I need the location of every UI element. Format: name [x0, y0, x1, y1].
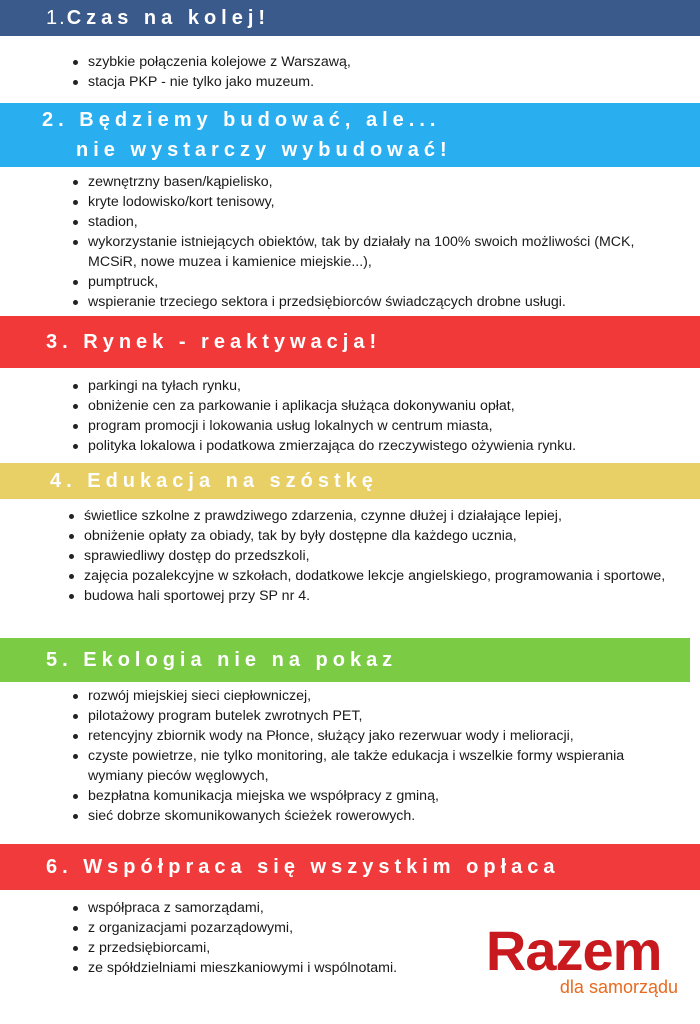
section-6-list: [70, 898, 470, 978]
list-item: z przedsiębiorcami,: [70, 938, 470, 958]
section-3-list: [70, 376, 680, 456]
section-1-header: [0, 0, 700, 36]
list-item: obniżenie cen za parkowanie i aplikacja służąca dokonywaniu opłat,: [70, 396, 680, 416]
section-2-title-line-2: nie wystarczy wybudować!: [76, 139, 452, 161]
list-item: budowa hali sportowej przy SP nr 4.: [66, 586, 666, 606]
list-item: szybkie połączenia kolejowe z Warszawą,: [70, 52, 670, 72]
section-6-title: 6. Współpraca się wszystkim opłaca: [46, 856, 560, 878]
list-item: sprawiedliwy dostęp do przedszkoli,: [66, 546, 666, 566]
section-4-header: [0, 463, 700, 499]
section-5-header: [0, 638, 690, 682]
list-item: współpraca z samorządami,: [70, 898, 470, 918]
logo-word: Razem: [485, 919, 662, 982]
section-5-list: [70, 686, 670, 826]
list-item: zewnętrzny basen/kąpielisko,: [70, 172, 670, 192]
list-item: zajęcia pozalekcyjne w szkołach, dodatkowe lekcje angielskiego, programowania i sportowe,: [66, 566, 666, 586]
list-item: obniżenie opłaty za obiady, tak by były dostępne dla każdego ucznia,: [66, 526, 666, 546]
list-item: bezpłatna komunikacja miejska we współpracy z gminą,: [70, 786, 670, 806]
list-item: wykorzystanie istniejących obiektów, tak by działały na 100% swoich możliwości (MCK, MCSiR, nowe muzea i kamienice miejskie...),: [70, 232, 670, 272]
section-2-list: [70, 172, 670, 312]
razem-logo: [485, 919, 678, 997]
list-item: ze spółdzielniami mieszkaniowymi i wspólnotami.: [70, 958, 470, 978]
section-4-list: [66, 506, 666, 606]
section-3-header: [0, 316, 700, 368]
list-item: czyste powietrze, nie tylko monitoring, ale także edukacja i wszelkie formy wspierania wymiany pieców węglowych,: [70, 746, 670, 786]
section-5-title: 5. Ekologia nie na pokaz: [46, 649, 398, 671]
list-item: sieć dobrze skomunikowanych ścieżek rowerowych.: [70, 806, 670, 826]
list-item: polityka lokalowa i podatkowa zmierzająca do rzeczywistego ożywienia rynku.: [70, 436, 680, 456]
section-6-header: [0, 844, 700, 890]
list-item: świetlice szkolne z prawdziwego zdarzenia, czynne dłużej i działające lepiej,: [66, 506, 666, 526]
list-item: program promocji i lokowania usług lokalnych w centrum miasta,: [70, 416, 680, 436]
list-item: wspieranie trzeciego sektora i przedsiębiorców świadczących drobne usługi.: [70, 292, 670, 312]
logo-subtitle: dla samorządu: [559, 977, 678, 997]
list-item: stacja PKP - nie tylko jako muzeum.: [70, 72, 670, 92]
list-item: pumptruck,: [70, 272, 670, 292]
section-1-title: 1.Czas na kolej!: [46, 7, 271, 29]
section-2-header: [0, 103, 700, 167]
section-1-list: [70, 52, 670, 92]
list-item: parkingi na tyłach rynku,: [70, 376, 680, 396]
list-item: stadion,: [70, 212, 670, 232]
section-3-title: 3. Rynek - reaktywacja!: [46, 331, 382, 353]
list-item: rozwój miejskiej sieci ciepłowniczej,: [70, 686, 670, 706]
list-item: pilotażowy program butelek zwrotnych PET,: [70, 706, 670, 726]
section-2-title-line-1: 2. Będziemy budować, ale...: [42, 109, 441, 131]
list-item: z organizacjami pozarządowymi,: [70, 918, 470, 938]
list-item: kryte lodowisko/kort tenisowy,: [70, 192, 670, 212]
list-item: retencyjny zbiornik wody na Płonce, służący jako rezerwuar wody i melioracji,: [70, 726, 670, 746]
section-4-title: 4. Edukacja na szóstkę: [50, 470, 378, 492]
